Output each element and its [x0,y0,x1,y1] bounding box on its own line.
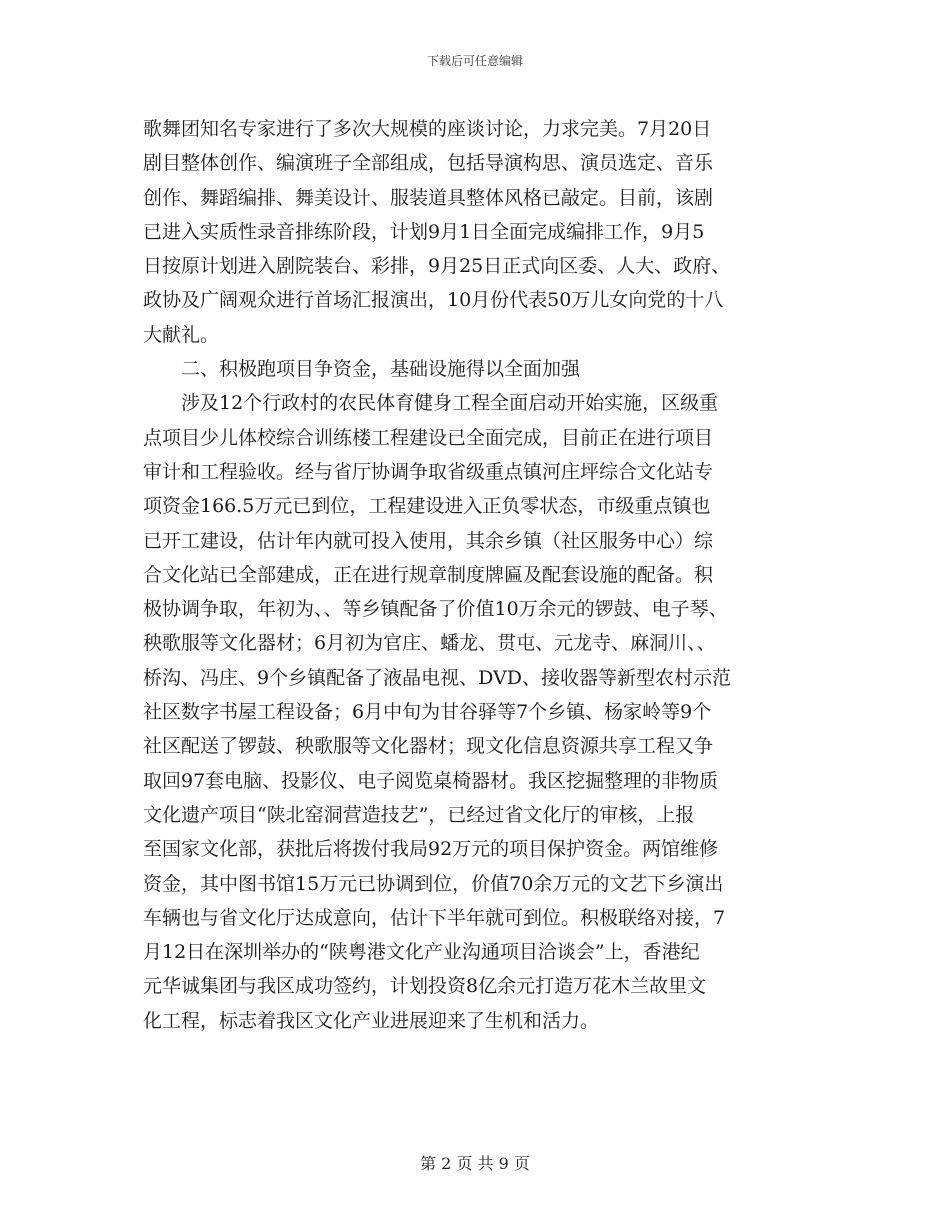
text-line: 取回97套电脑、投影仪、电子阅览桌椅器材。我区挖掘整理的非物质 [143,769,719,792]
text-line: 已开工建设，估计年内就可投入使用，其余乡镇（社区服务中心）综 [143,529,714,552]
text-line: 元华诚集团与我区成功签约，计划投资8亿余元打造万花木兰故里文 [143,975,707,998]
text-line: 社区配送了锣鼓、秧歌服等文化器材；现文化信息资源共享工程又争 [143,735,714,758]
text-line: 月12日在深圳举办的“陕粤港文化产业沟通项目洽谈会”上，香港纪 [143,941,700,964]
page-header: 下载后可任意编辑 [426,54,523,68]
text-line: 资金，其中图书馆15万元已协调到位，价值70余万元的文艺下乡演出 [143,872,724,895]
text-line: 二、积极跑项目争资金，基础设施得以全面加强 [181,358,581,381]
text-line: 社区数字书屋工程设备；6月中旬为甘谷驿等7个乡镇、杨家岭等9个 [143,701,712,724]
text-line: 化工程，标志着我区文化产业进展迎来了生机和活力。 [143,1009,600,1032]
text-line: 政协及广阔观众进行首场汇报演出，10月份代表50万儿女向党的十八 [143,289,724,312]
text-line: 日按原计划进入剧院装台、彩排，9月25日正式向区委、人大、政府、 [143,255,731,278]
text-line: 车辆也与省文化厅达成意向，估计下半年就可到位。积极联络对接，7 [143,906,726,929]
text-line: 涉及12个行政村的农民体育健身工程全面启动开始实施，区级重 [181,392,719,415]
text-line: 大献礼。 [143,323,220,346]
document-body [143,112,823,1038]
text-line: 秧歌服等文化器材；6月初为官庄、蟠龙、贯屯、元龙寺、麻洞川、、 [143,632,716,655]
text-line: 已进入实质性录音排练阶段，计划9月1日全面完成编排工作，9月5 [143,220,705,243]
page-number: 第 2 页 共 9 页 [420,1154,530,1173]
text-line: 创作、舞蹈编排、舞美设计、服装道具整体风格已敲定。目前，该剧 [143,186,714,209]
text-line: 至国家文化部，获批后将拨付我局92万元的项目保护资金。两馆维修 [143,838,719,861]
text-line: 文化遗产项目“陕北窑洞营造技艺”，已经过省文化厅的审核，上报 [143,803,695,826]
text-line: 极协调争取，年初为、、等乡镇配备了价值10万余元的锣鼓、电子琴、 [143,598,728,621]
text-line: 合文化站已全部建成，正在进行规章制度牌匾及配套设施的配备。积 [143,563,714,586]
text-line: 歌舞团知名专家进行了多次大规模的座谈讨论，力求完美。7月20日 [143,118,712,140]
text-line: 桥沟、冯庄、9个乡镇配备了液晶电视、DVD、接收器等新型农村示范 [143,666,731,689]
text-line: 审计和工程验收。经与省厅协调争取省级重点镇河庄坪综合文化站专 [143,460,714,483]
text-line: 剧目整体创作、编演班子全部组成，包括导演构思、演员选定、音乐 [143,152,714,175]
text-line: 点项目少儿体校综合训练楼工程建设已全面完成，目前正在进行项目 [143,426,714,449]
text-line: 项资金166.5万元已到位，工程建设进入正负零状态，市级重点镇也 [143,495,711,518]
